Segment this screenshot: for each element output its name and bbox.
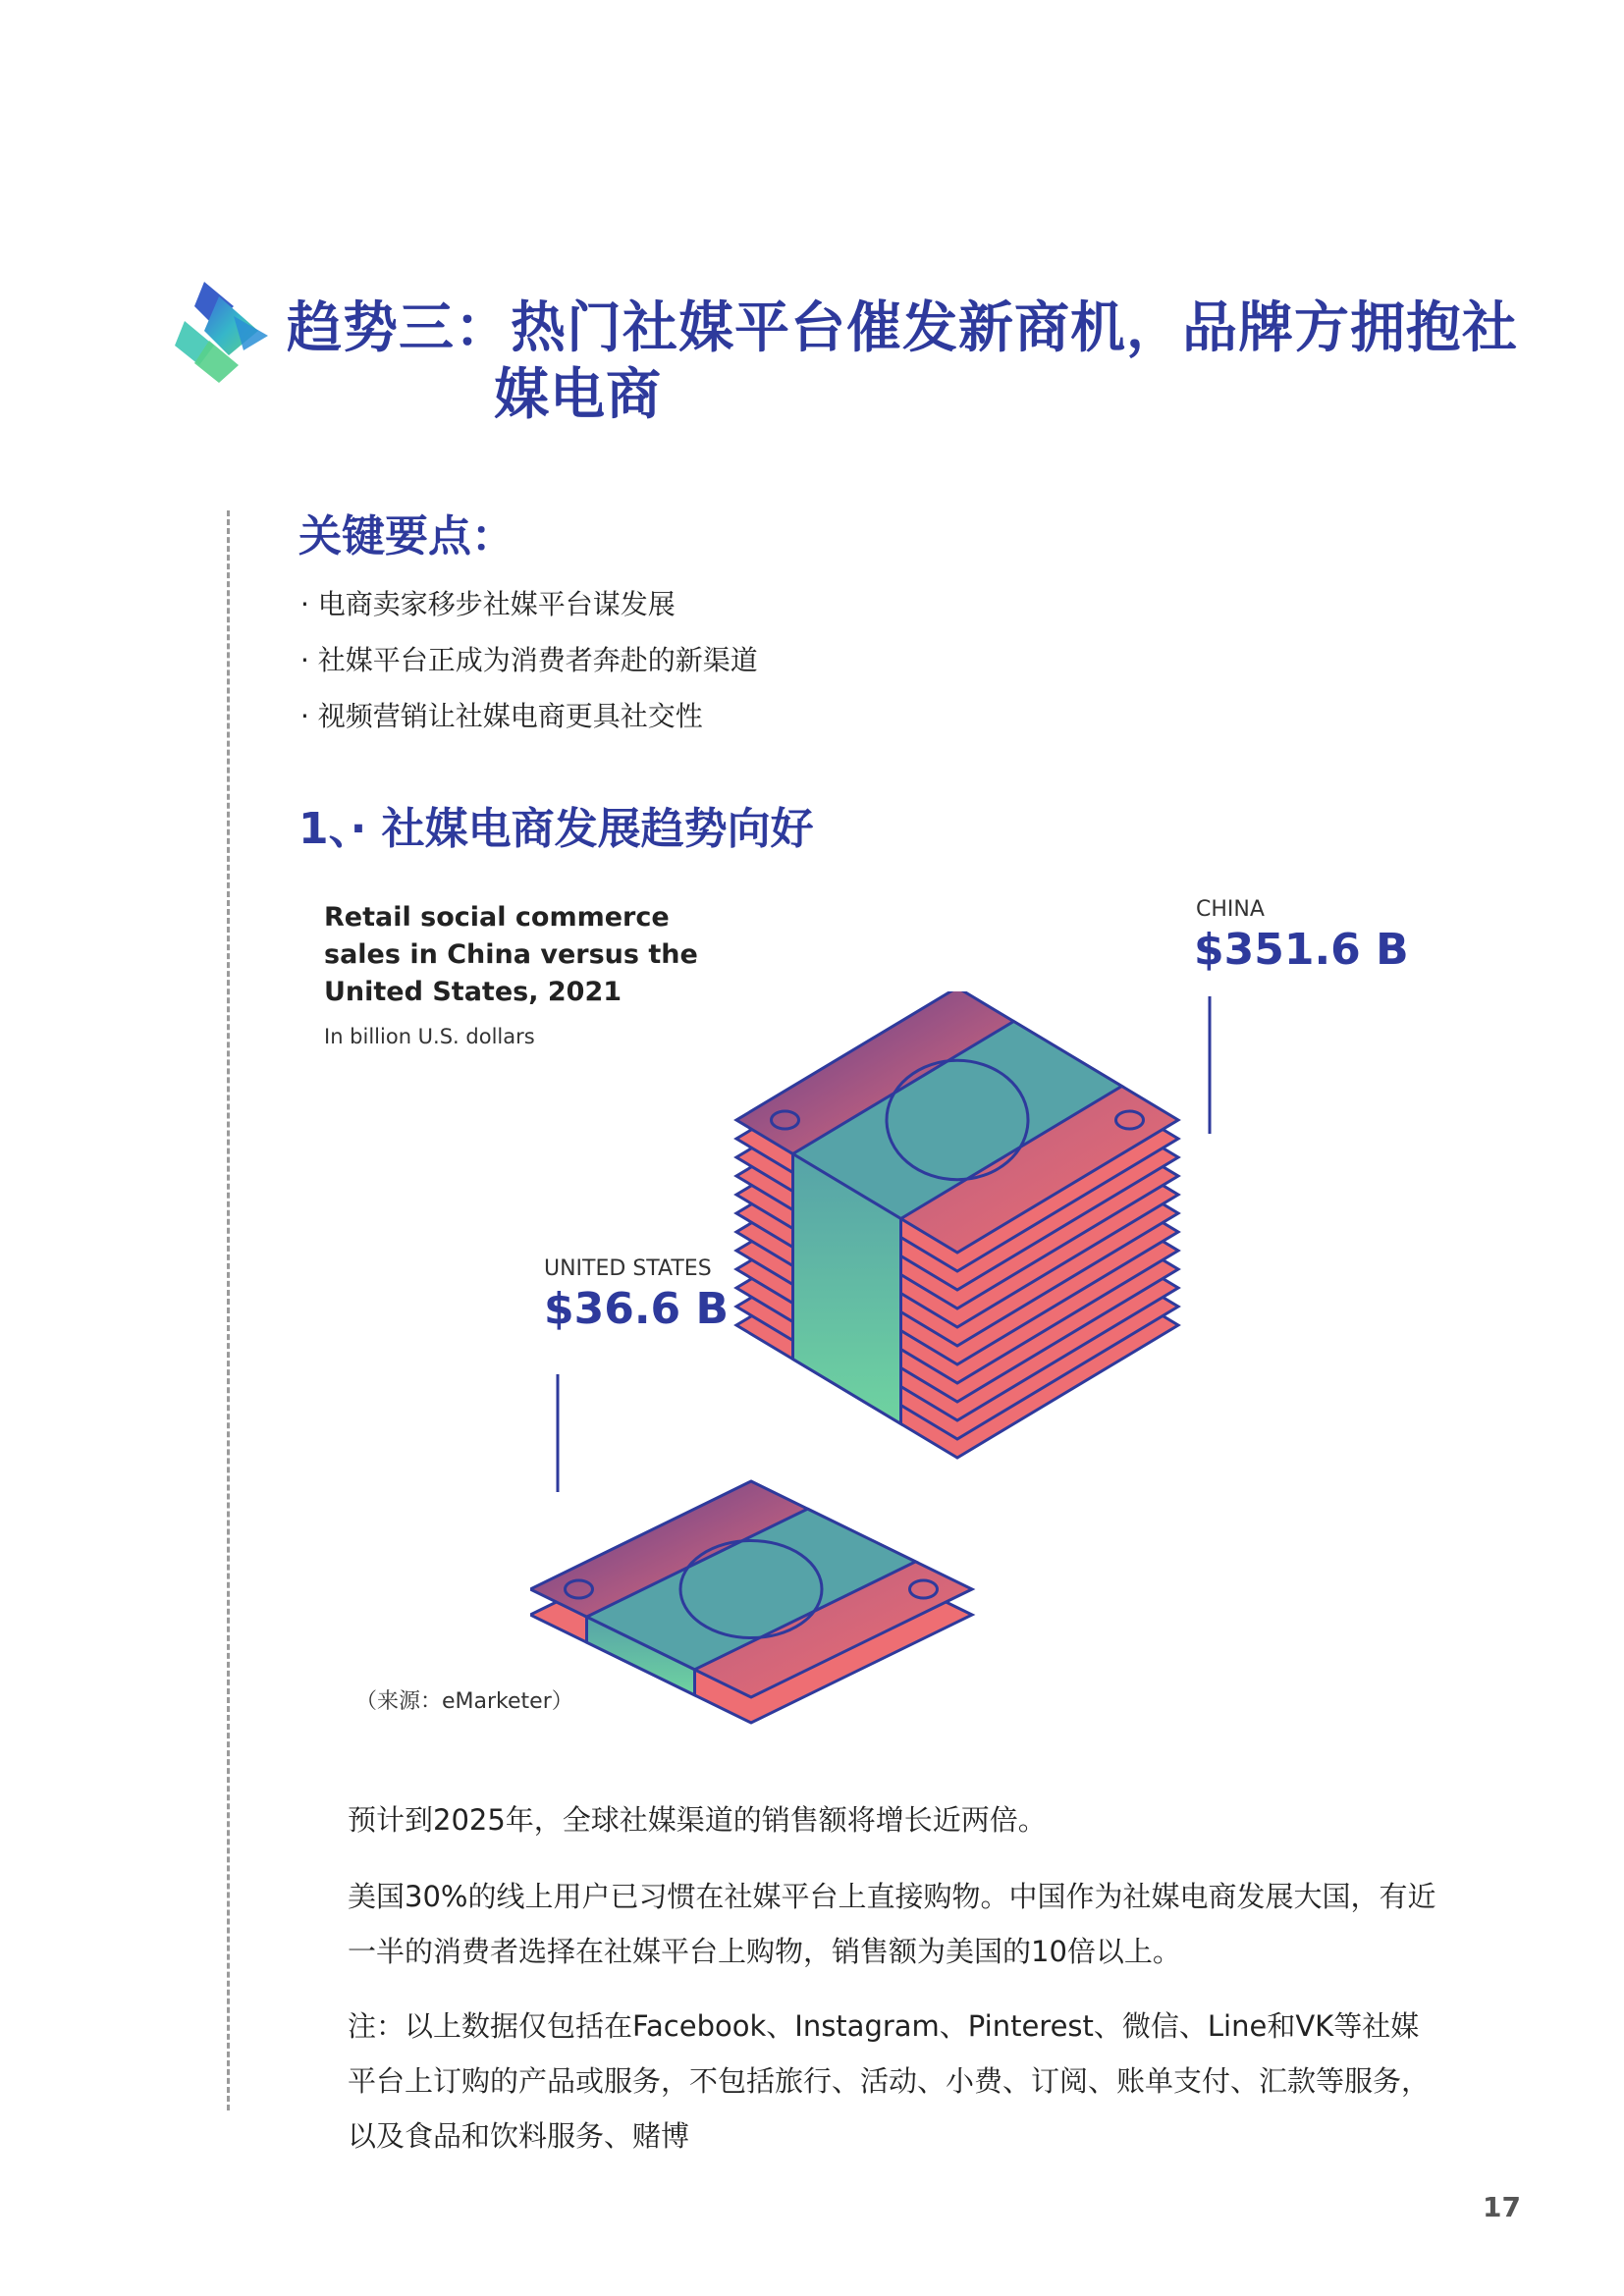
page-title-line-2: 媒电商 (494, 363, 662, 427)
us-bill-stack (530, 1481, 972, 1723)
money-stacks-illustration (530, 991, 1276, 1737)
china-label: CHINA (1196, 897, 1265, 922)
us-label: UNITED STATES (544, 1256, 712, 1281)
source-note: （来源：eMarketer） (355, 1689, 573, 1714)
us-value: $36.6 B (544, 1284, 730, 1334)
key-point-item: · 视频营销让社媒电商更具社交性 (300, 700, 703, 732)
infographic-subtitle: In billion U.S. dollars (324, 1025, 535, 1048)
page-title-line-1: 趋势三：热门社媒平台催发新商机，品牌方拥抱社 (287, 296, 1518, 360)
key-point-item: · 社媒平台正成为消费者奔赴的新渠道 (300, 644, 758, 676)
body-paragraph: 注：以上数据仅包括在Facebook、Instagram、Pinterest、微信、Line和VK等社媒平台上订购的产品或服务，不包括旅行、活动、小费、订阅、账单支付、汇款等服务，以及食品和饮料服务、赌博 (348, 2009, 1431, 2153)
china-value: $351.6 B (1194, 925, 1409, 975)
key-points-heading: 关键要点： (298, 511, 514, 561)
key-point-item: · 电商卖家移步社媒平台谋发展 (300, 588, 676, 620)
page-number: 17 (1483, 2191, 1521, 2223)
china-bill-stack (736, 991, 1178, 1458)
dashed-divider (227, 510, 230, 2110)
gradient-arrow-logo-icon (175, 277, 273, 385)
section-heading: 1、· 社媒电商发展趋势向好 (298, 804, 814, 854)
infographic-title: Retail social commerce sales in China versus the United States, 2021 (324, 902, 698, 1007)
body-paragraph: 美国30%的线上用户已习惯在社媒平台上直接购物。中国作为社媒电商发展大国，有近一半的消费者选择在社媒平台上购物，销售额为美国的10倍以上。 (348, 1880, 1436, 1968)
body-paragraph: 预计到2025年，全球社媒渠道的销售额将增长近两倍。 (348, 1803, 1047, 1837)
